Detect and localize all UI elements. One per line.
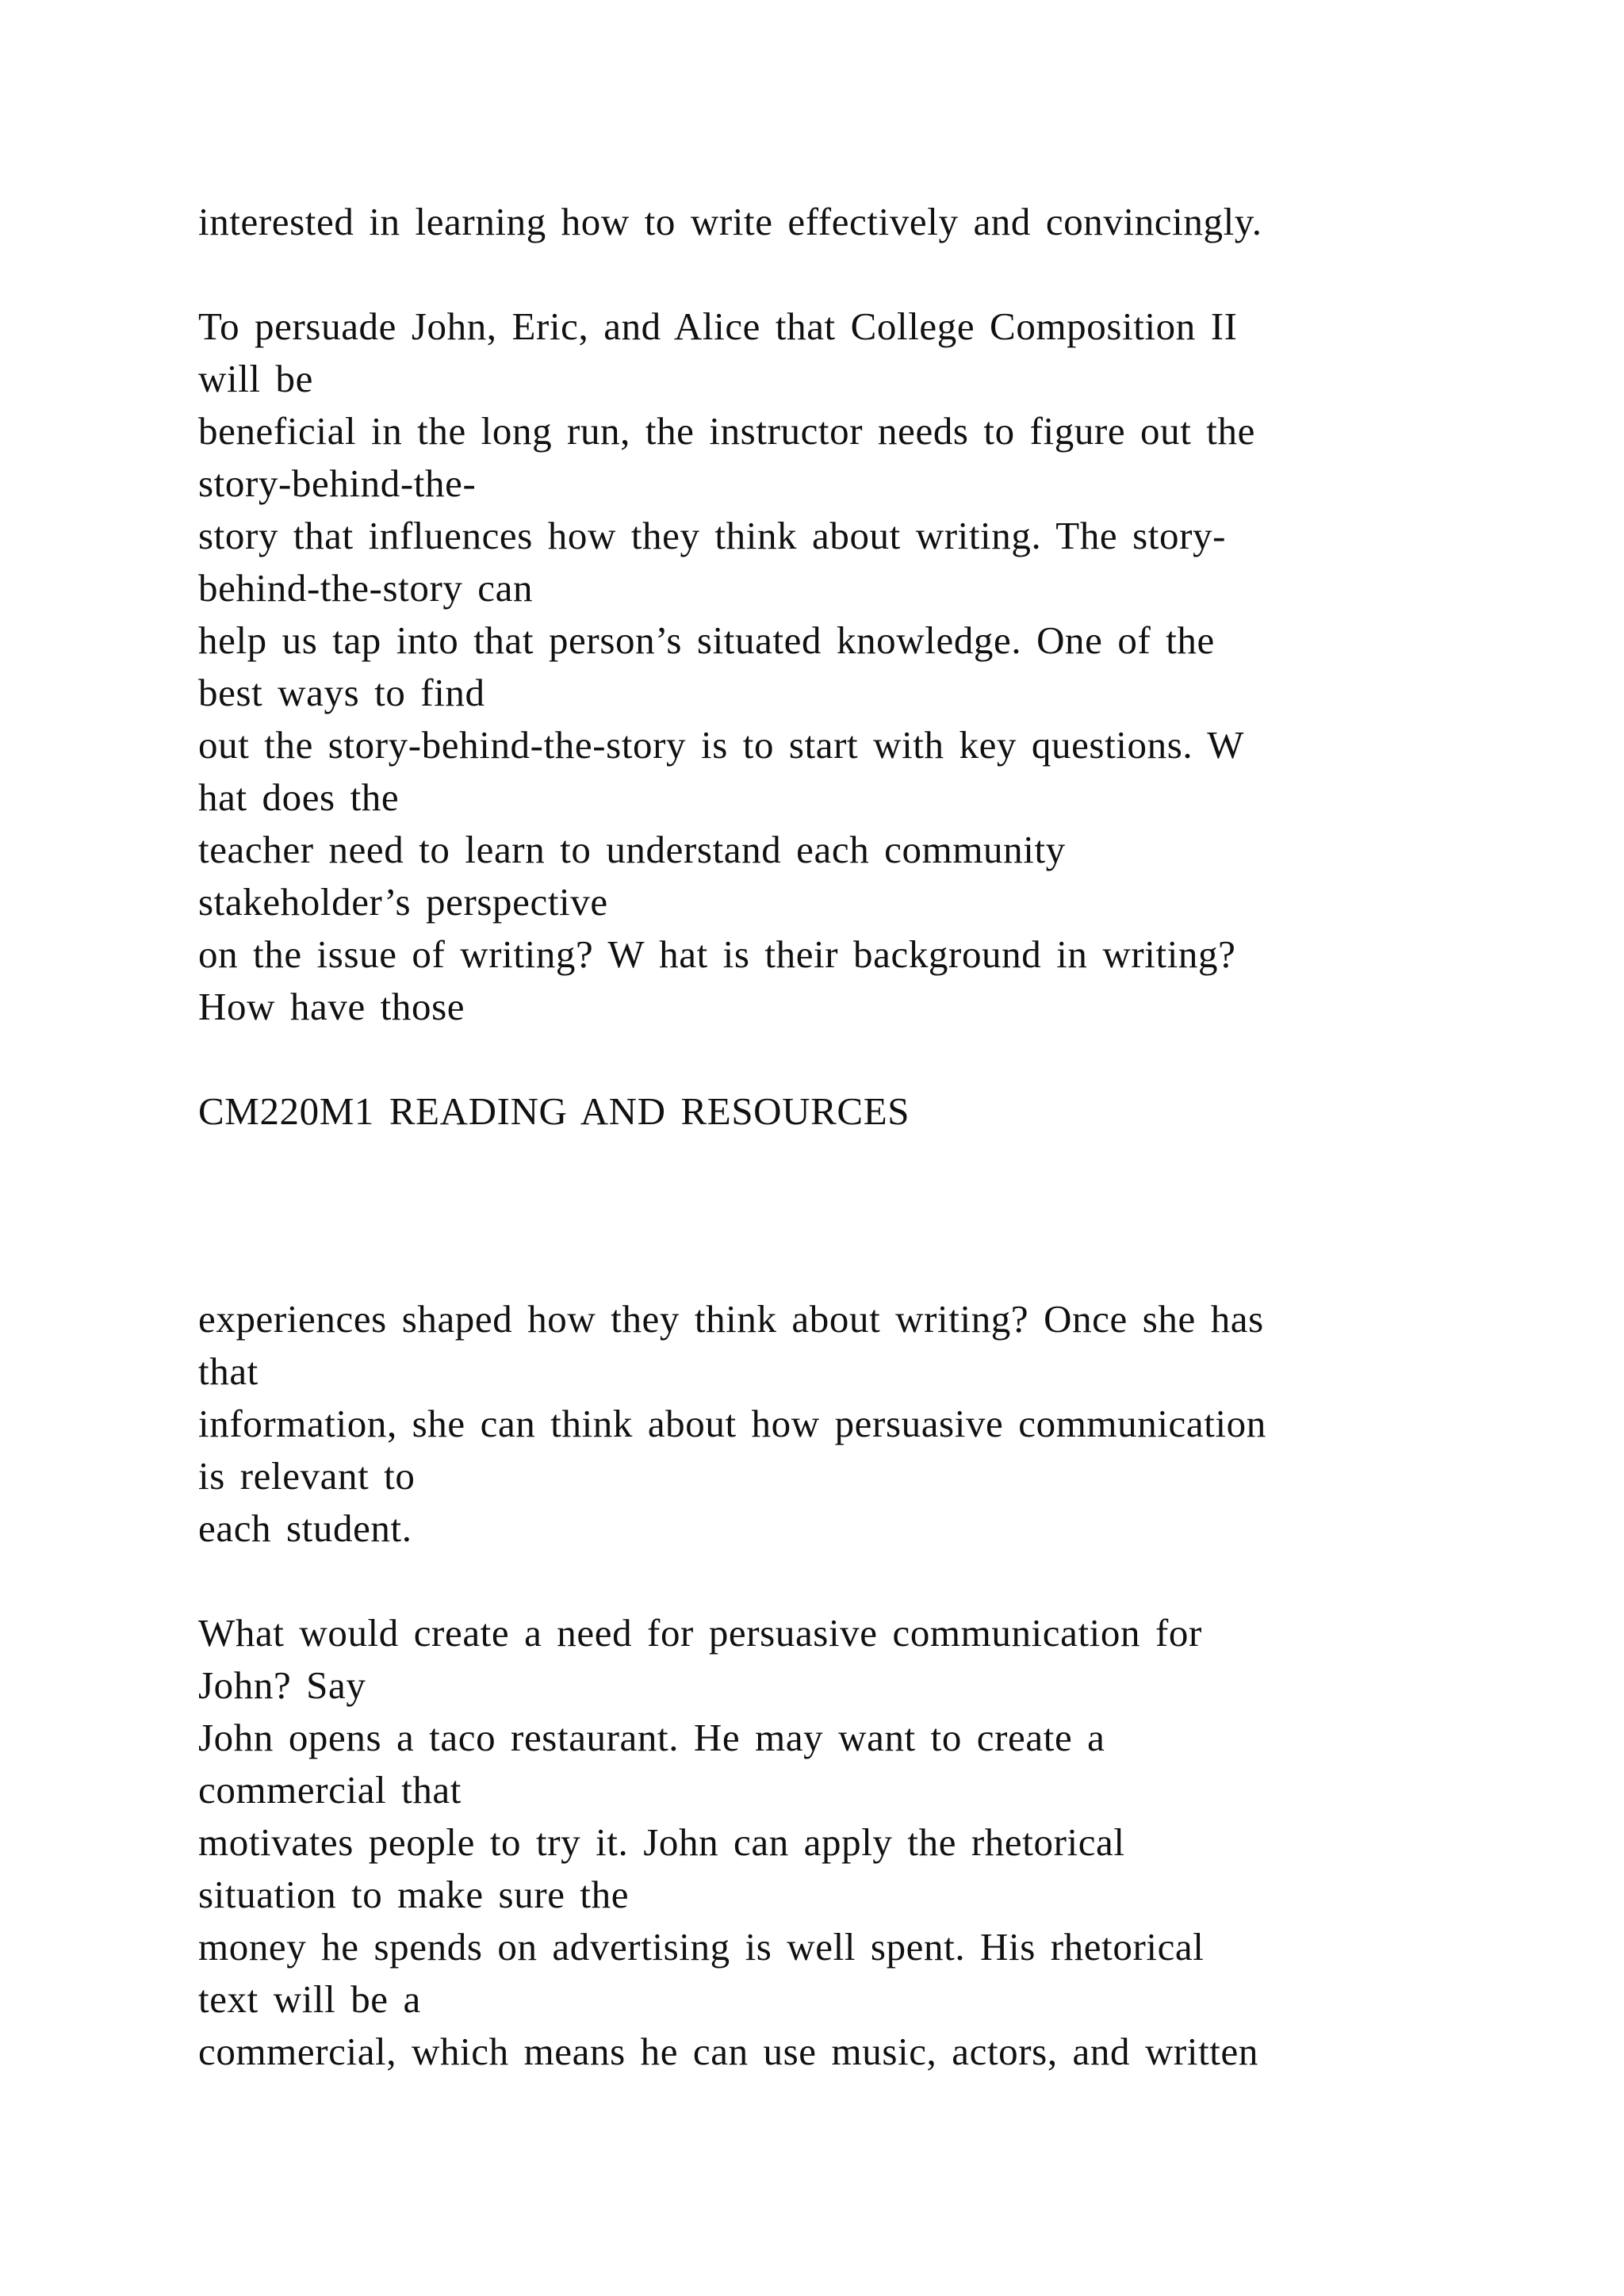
text-line: beneficial in the long run, the instructor needs to figure out the — [198, 409, 1255, 453]
text-line: will be — [198, 357, 313, 400]
text-line: story that influences how they think about writing. The story- — [198, 514, 1227, 557]
text-line: teacher need to learn to understand each community — [198, 828, 1066, 871]
text-line: commercial that — [198, 1768, 462, 1812]
text-line: story-behind-the- — [198, 461, 477, 505]
text-line: interested in learning how to write effectively and convincingly. — [198, 200, 1262, 243]
text-line: situation to make sure the — [198, 1873, 630, 1916]
text-line: stakeholder’s perspective — [198, 880, 608, 924]
text-line: experiences shaped how they think about writing? Once she has — [198, 1297, 1264, 1341]
text-line: hat does the — [198, 775, 400, 819]
text-line: best ways to find — [198, 671, 485, 714]
section-heading: CM220M1 READING AND RESOURCES — [198, 1089, 910, 1133]
text-line: each student. — [198, 1506, 412, 1550]
text-line: behind-the-story can — [198, 566, 534, 610]
text-line: help us tap into that person’s situated knowledge. One of the — [198, 618, 1215, 662]
text-line: is relevant to — [198, 1454, 416, 1498]
text-line: John opens a taco restaurant. He may want to create a — [198, 1716, 1105, 1759]
text-line: text will be a — [198, 1977, 421, 2021]
text-line: money he spends on advertising is well spent. His rhetorical — [198, 1925, 1205, 1969]
text-line: commercial, which means he can use music, actors, and written — [198, 2030, 1258, 2073]
text-line: that — [198, 1349, 259, 1393]
text-line: How have those — [198, 985, 465, 1028]
text-line: out the story-behind-the-story is to start with key questions. W — [198, 723, 1245, 767]
text-line: John? Say — [198, 1663, 366, 1707]
text-line: What would create a need for persuasive communication for — [198, 1611, 1202, 1655]
text-line: To persuade John, Eric, and Alice that College Composition II — [198, 304, 1238, 348]
text-line: information, she can think about how persuasive communication — [198, 1402, 1266, 1445]
text-line: motivates people to try it. John can apply the rhetorical — [198, 1820, 1125, 1864]
text-line: on the issue of writing? W hat is their background in writing? — [198, 932, 1236, 976]
